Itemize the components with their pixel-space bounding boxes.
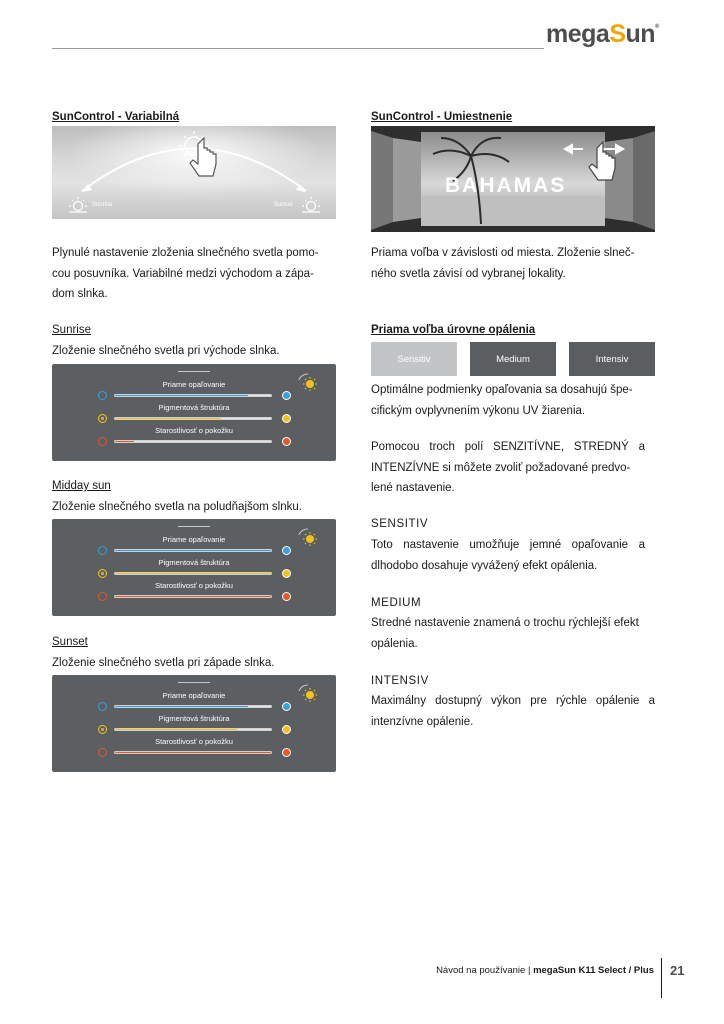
intensity-slider[interactable] <box>114 728 272 731</box>
min-level-circle-icon[interactable] <box>98 414 107 423</box>
min-level-circle-icon[interactable] <box>98 725 107 734</box>
heading-suncontrol-variabilna: SunControl - Variabilná <box>52 111 180 123</box>
panel-row-label: Starostlivosť o pokožku <box>155 426 233 435</box>
panel-row-label: Starostlivosť o pokožku <box>155 737 233 746</box>
intensity-slider[interactable] <box>114 549 272 552</box>
optimal-conditions-text <box>371 380 655 421</box>
medium-button[interactable]: Medium <box>470 342 556 376</box>
slider-fill <box>115 441 134 442</box>
sensitiv-button[interactable]: Sensitiv <box>371 342 457 376</box>
variable-sun-image <box>52 126 336 219</box>
footer-divider <box>661 958 662 998</box>
text-line: opálenia. <box>371 637 418 650</box>
sunset-title: Sunset <box>52 636 88 648</box>
panel-row-label: Pigmentová štruktúra <box>158 714 230 723</box>
sunrise-title: Sunrise <box>52 324 91 336</box>
text-line: dlhodobo dosahuje vyvážený efekt opálenia. <box>371 559 598 572</box>
slider-fill <box>115 418 221 419</box>
max-level-circle-icon[interactable] <box>282 592 291 601</box>
min-level-circle-icon[interactable] <box>98 748 107 757</box>
intensity-slider[interactable] <box>114 751 272 754</box>
text-line: Priama voľba v závislosti od miesta. Zloženie slneč- <box>371 247 635 259</box>
panel-row-label: Priame opaľovanie <box>162 380 226 389</box>
text-line: Maximálny dostupný výkon pre rýchle opálenie a <box>371 695 655 707</box>
intensiv-text <box>371 691 655 732</box>
panel-handle <box>178 682 210 683</box>
logo-prefix: mega <box>546 20 610 48</box>
slider-fill <box>115 596 271 597</box>
text-line: cou posuvníka. Variabilné medzi východom a zápa- <box>52 267 314 280</box>
min-level-circle-icon[interactable] <box>98 592 107 601</box>
sunset-image-label: Sunset <box>274 202 293 208</box>
text-line: lené nastavenie. <box>371 482 455 494</box>
sunset-settings-panel <box>52 675 336 772</box>
slider-fill <box>115 395 248 396</box>
slider-fill <box>115 573 271 574</box>
variable-intro-text <box>52 243 336 305</box>
slider-fill <box>115 752 271 753</box>
min-level-circle-icon[interactable] <box>98 569 107 578</box>
page-number: 21 <box>670 963 685 978</box>
footer-product-name: megaSun K11 Select / Plus <box>533 965 654 976</box>
max-level-circle-icon[interactable] <box>282 702 291 711</box>
max-level-circle-icon[interactable] <box>282 391 291 400</box>
text-line: intenzívne opálenie. <box>371 715 474 728</box>
bahamas-label: BAHAMAS <box>445 174 567 197</box>
sunrise-settings-panel <box>52 364 336 461</box>
intensity-slider[interactable] <box>114 572 272 575</box>
panel-handle <box>178 371 210 372</box>
text-line: dom slnka. <box>52 288 108 300</box>
sunset-description: Zloženie slnečného svetla pri západe slnka. <box>52 657 275 669</box>
text-line: Toto nastavenie umožňuje jemné opaľovanie a <box>371 539 645 551</box>
footer-text <box>436 965 654 976</box>
intensity-slider[interactable] <box>114 440 272 443</box>
panel-row-label: Priame opaľovanie <box>162 691 226 700</box>
carousel-card-left-far <box>371 131 393 230</box>
medium-title: MEDIUM <box>371 597 422 609</box>
sensitiv-title: SENSITIV <box>371 518 429 530</box>
slider-fill <box>115 550 271 551</box>
text-line: ného svetla závisí od vybranej lokality. <box>371 267 566 280</box>
footer-manual-label: Návod na používanie | <box>436 965 534 976</box>
medium-text <box>371 613 657 654</box>
panel-row-label: Pigmentová štruktúra <box>158 403 230 412</box>
panel-handle <box>178 526 210 527</box>
slider-fill <box>115 706 248 707</box>
selection-text <box>371 437 645 499</box>
panel-row-label: Starostlivosť o pokožku <box>155 581 233 590</box>
min-level-circle-icon[interactable] <box>98 546 107 555</box>
min-level-circle-icon[interactable] <box>98 702 107 711</box>
slider-fill <box>115 729 237 730</box>
sunrise-image-label: Sunrise <box>92 202 113 208</box>
intensity-slider[interactable] <box>114 595 272 598</box>
logo-suffix: un <box>625 20 656 48</box>
megasun-logo <box>546 20 659 49</box>
max-level-circle-icon[interactable] <box>282 437 291 446</box>
max-level-circle-icon[interactable] <box>282 725 291 734</box>
logo-s: S <box>609 20 626 48</box>
text-line: cifickým ovplyvnením výkonu UV žiarenia. <box>371 404 586 417</box>
text-line: INTENZÍVNE si môžete zvoliť požadované predvo- <box>371 461 631 474</box>
min-level-circle-icon[interactable] <box>98 391 107 400</box>
midday-settings-panel <box>52 519 336 616</box>
location-carousel-image <box>371 126 655 232</box>
panel-row-label: Priame opaľovanie <box>162 535 226 544</box>
text-line: Plynulé nastavenie zloženia slnečného svetla pomo- <box>52 247 319 259</box>
intensity-slider[interactable] <box>114 417 272 420</box>
text-line: Stredné nastavenie znamená o trochu rýchlejší efekt <box>371 617 639 629</box>
carousel-card-right-far <box>633 131 655 230</box>
sensitiv-text <box>371 535 645 576</box>
max-level-circle-icon[interactable] <box>282 569 291 578</box>
intensiv-button[interactable]: Intensiv <box>569 342 655 376</box>
midday-sun-description: Zloženie slnečného svetla na poludňajšom slnku. <box>52 501 302 513</box>
max-level-circle-icon[interactable] <box>282 546 291 555</box>
carousel-card-left <box>393 138 421 222</box>
logo-registered-mark: ® <box>655 24 659 30</box>
max-level-circle-icon[interactable] <box>282 748 291 757</box>
intensity-slider[interactable] <box>114 705 272 708</box>
sunrise-description: Zloženie slnečného svetla pri východe slnka. <box>52 345 280 357</box>
min-level-circle-icon[interactable] <box>98 437 107 446</box>
header-rule <box>52 48 544 49</box>
max-level-circle-icon[interactable] <box>282 414 291 423</box>
text-line: Pomocou troch polí SENZITÍVNE, STREDNÝ a <box>371 441 645 453</box>
text-line: Optimálne podmienky opaľovania sa dosahujú špe- <box>371 384 633 396</box>
intensiv-title: INTENSIV <box>371 675 429 687</box>
midday-sun-title: Midday sun <box>52 480 111 492</box>
intensity-heading: Priama voľba úrovne opálenia <box>371 324 536 336</box>
location-intro-text <box>371 243 655 284</box>
intensity-slider[interactable] <box>114 394 272 397</box>
panel-row-label: Pigmentová štruktúra <box>158 558 230 567</box>
heading-suncontrol-umiestnenie: SunControl - Umiestnenie <box>371 111 513 123</box>
